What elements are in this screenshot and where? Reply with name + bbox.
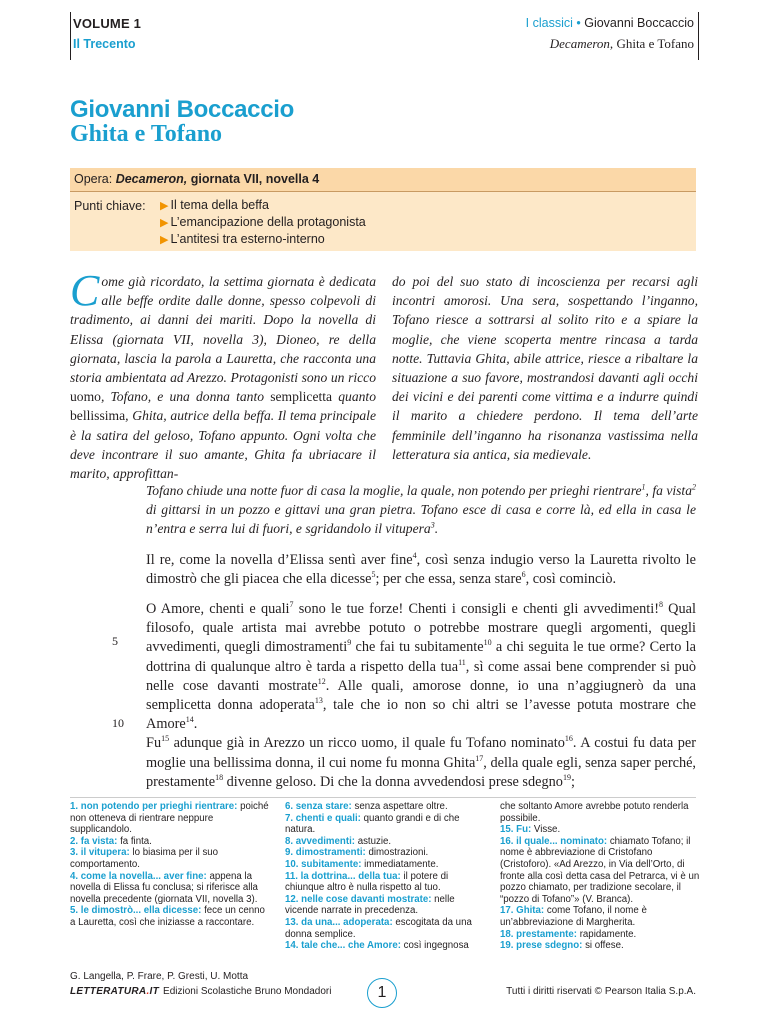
footnote-term: 12. nelle cose davanti mostrate: xyxy=(285,893,432,905)
line-number: 10 xyxy=(112,716,124,730)
footer-authors: G. Langella, P. Frare, P. Gresti, U. Motta xyxy=(70,971,249,982)
footnote xyxy=(500,929,700,941)
footnote-text: astuzie. xyxy=(355,835,392,847)
footnote-term: 15. Fu: xyxy=(500,824,532,836)
opera-detail: giornata VII, novella 4 xyxy=(187,172,320,186)
footnote xyxy=(500,940,700,952)
footnote-text: immediatamente. xyxy=(361,858,439,870)
intro-left-column: Come già ricordato, la settima giornata è dedicata alle beffe ordite dalle donne, spesso colpevoli di tradimento, ai danni dei mariti. Dopo la novella di Elissa (giornata VII, novella 3), Dioneo, re della giornata, lascia la parola a Lauretta, che racconta una storia ambientata ad Arezzo. Protagonisti sono un ricco uomo, Tofano, e una donna tanto semplicetta quanto bellissima, Ghita, autrice della beffa. Il tema principale è la satira del geloso, Tofano appunto. Ogni volta che deve incontrare il suo amante, Ghita fa ubriacare il marito, approfittan- xyxy=(70,266,376,482)
info-box xyxy=(70,168,696,251)
footnote-term: 7. chenti e quali: xyxy=(285,812,361,824)
arrow-icon: ▶ xyxy=(160,234,169,246)
footnote-term: 8. avvedimenti: xyxy=(285,835,355,847)
footnote-term: 5. le dimostrò... ella dicesse: xyxy=(70,905,202,917)
footnote xyxy=(285,871,485,894)
footnote-text: fa finta. xyxy=(117,835,152,847)
publisher-logo: LETTERATURA.IT xyxy=(70,986,160,997)
divider xyxy=(70,191,696,192)
footnote xyxy=(285,836,485,848)
footnote-text: il potere di chiunque altro è nulla rispetto al tuo. xyxy=(285,870,449,894)
arrow-icon: ▶ xyxy=(160,200,169,212)
header-work-rest: Ghita e Tofano xyxy=(613,36,694,51)
line-number: 5 xyxy=(112,634,118,648)
footnote-text: senza aspettare oltre. xyxy=(351,801,448,812)
footnote xyxy=(285,917,485,940)
footnote-text: chiamato Tofano; il nome è abbreviazione di Cristofano (Cristoforo). «Ad Arezzo, in Via dell’Orto, di fronte alla così detta casa del Petrarca, vi è un pozzo chiamato, per tradizione secolare, il “pozzo di Tofano”» (V. Branca). xyxy=(500,835,700,905)
footnote xyxy=(70,905,270,928)
footnote-text: nelle vicende narrate in precedenza. xyxy=(285,893,455,917)
series-label: I classici xyxy=(525,16,573,30)
notes-column-3 xyxy=(500,801,700,952)
opera-row xyxy=(70,168,696,191)
page-number: 1 xyxy=(367,978,397,1008)
footnote-term: 3. il vitupera: xyxy=(70,847,130,859)
chiave-item: ▶ L’antitesi tra esterno-interno xyxy=(160,232,325,246)
chiave-item: ▶ L’emancipazione della protagonista xyxy=(160,215,366,229)
work-title: Ghita e Tofano xyxy=(70,121,223,147)
footnote-term: 4. come la novella... aver fine: xyxy=(70,870,207,882)
footer-publisher: LETTERATURA.IT Edizioni Scolastiche Bruno Mondadori xyxy=(70,986,332,997)
notes-divider xyxy=(70,797,696,798)
footnote xyxy=(500,836,700,906)
footnote-term: 16. il quale... nominato: xyxy=(500,835,608,847)
header-author: Giovanni Boccaccio xyxy=(584,16,694,30)
footnote-text: poiché non otteneva di rientrare neppure supplicandolo. xyxy=(70,801,269,836)
footnote-text: che soltanto Amore avrebbe potuto renderla possibile. xyxy=(500,801,689,824)
footnote-term: 1. non potendo per prieghi rientrare: xyxy=(70,801,238,812)
arrow-icon: ▶ xyxy=(160,217,169,229)
footnote-text: come Tofano, il nome è un’abbreviazione di Margherita. xyxy=(500,905,647,928)
footnote-term: 6. senza stare: xyxy=(285,801,352,812)
footnote xyxy=(285,940,485,952)
footnote-term: 13. da una... adoperata: xyxy=(285,916,393,928)
footnote xyxy=(285,813,485,836)
footnote-text: si offese. xyxy=(582,940,624,952)
footnote-text: escogitata da una donna semplice. xyxy=(285,916,472,940)
header-work xyxy=(550,36,694,52)
era-label: Il Trecento xyxy=(73,37,136,51)
intro-right-column: do poi del suo stato di incoscienza per recarsi agli incontri amorosi. Una sera, sospettando l’inganno, Tofano riesce a sottrarsi al solito rito e a spiare la moglie, che viene scoperta mentre rincasa a tarda notte. Tuttavia Ghita, abile attrice, riesce a ribaltare la situazione a suo favore, mostrandosi davanti agli occhi dei vicini e dei parenti come vittima e a indurre quindi il marito a chiedere perdono. Il tema dell’arte femminile dell’inganno ha risonanza vastissima nella letteratura sia antica, sia medievale. xyxy=(392,274,698,462)
footnote-term: 18. prestamente: xyxy=(500,928,577,940)
volume-label: VOLUME 1 xyxy=(73,16,142,31)
footnote-term: 11. la dottrina... della tua: xyxy=(285,870,401,882)
footnote-text: appena la novella di Elissa fu conclusa; si riferisce alla novella precedente (giornata VII, novella 3). xyxy=(70,870,258,905)
footer-rights: Tutti i diritti riservati © Pearson Italia S.p.A. xyxy=(506,986,696,997)
author-title: Giovanni Boccaccio xyxy=(70,96,295,123)
paragraph-intro: Il re, come la novella d’Elissa sentì aver fine$^4$, così senza indugio verso la Lauretta rivolto le dimostrò che gli piacea che ella dicesse$^5$; per che essa, senza stare$^6$, così cominciò. xyxy=(146,551,696,588)
footnote xyxy=(500,801,700,824)
footnote-text: rapidamente. xyxy=(577,928,637,940)
series-line: I classici • Giovanni Boccaccio xyxy=(525,16,694,30)
novella-summary: Tofano chiude una notte fuor di casa la moglie, la quale, non potendo per prieghi rientrare$^1$, fa vista$^2$ di gittarsi in un pozzo e gittavi una gran pietra. Tofano esce di casa e corre là, ed ella in casa le n’entra e serra lui di fuori, e sgridandolo il vitupera$^3$. xyxy=(146,482,696,536)
footnote-text: fece un cenno a Lauretta, così che iniziasse a raccontare. xyxy=(70,905,265,928)
opera-label: Opera: xyxy=(74,172,113,186)
footnote-term: 14. tale che... che Amore: xyxy=(285,940,401,952)
footnote xyxy=(70,836,270,848)
footnote xyxy=(500,824,700,836)
paragraph-main: O Amore, chenti e quali$^7$ sono le tue forze! Chenti i consigli e chenti gli avvedimenti!$^8$ Qual filosofo, quale artista mai avrebbe potuto o potrebbe mostrare quegli argomenti, quegli avvedimenti, quegli dimostramenti$^9$ che fai tu subitamente$^{10}$ a chi seguita le tue orme? Certo la dottrina di qualunque altro è tarda a rispetto della tua$^{11}$, sì come assai bene comprender si può nelle cose davanti mostrate$^{12}$. Alle quali, amorose donne, io una n’aggiugnerò da una semplicetta donna adoperata$^{13}$, tale che io non so chi altri se l’avesse potuta mostrare che Amore$^{14}$. Fu$^{15}$ adunque già in Arezzo un ricco uomo, il quale fu Tofano nominato$^{16}$. A costui fu data per moglie una bellissima donna, il cui nome fu monna Ghita$^{17}$, della quale egli, senza saper perché, prestamente$^{18}$ divenne geloso. Di che la donna avvedendosi prese sdegno$^{19}$; xyxy=(146,600,697,790)
notes-column-1 xyxy=(70,801,270,929)
footnote xyxy=(285,801,485,813)
footnote xyxy=(70,801,270,836)
footnote xyxy=(285,859,485,871)
header-left-rule xyxy=(70,12,71,60)
footnote xyxy=(500,905,700,928)
footnote xyxy=(285,894,485,917)
opera-work: Decameron, xyxy=(115,172,188,186)
chiave-label: Punti chiave: xyxy=(74,199,146,213)
footnote xyxy=(70,871,270,906)
footnote-text: Visse. xyxy=(531,824,561,836)
header-right-rule xyxy=(698,12,699,60)
footnote-term: 10. subitamente: xyxy=(285,858,362,870)
footnote xyxy=(285,847,485,859)
footnote-text: lo biasima per il suo comportamento. xyxy=(70,847,219,870)
footnote xyxy=(70,847,270,870)
footnote-text: dimostrazioni. xyxy=(365,847,429,859)
notes-column-2 xyxy=(285,801,485,952)
drop-cap: C xyxy=(70,266,100,315)
chiave-item: ▶ Il tema della beffa xyxy=(160,198,269,212)
footnote-term: 9. dimostramenti: xyxy=(285,847,366,859)
footnote-text: quanto grandi e di che natura. xyxy=(285,812,460,836)
footnote-term: 17. Ghita: xyxy=(500,905,545,917)
footnote-text: così ingegnosa xyxy=(400,940,469,952)
header-work-italic: Decameron, xyxy=(549,36,614,51)
footnote-term: 2. fa vista: xyxy=(70,835,118,847)
footnote-term: 19. prese sdegno: xyxy=(500,940,583,952)
